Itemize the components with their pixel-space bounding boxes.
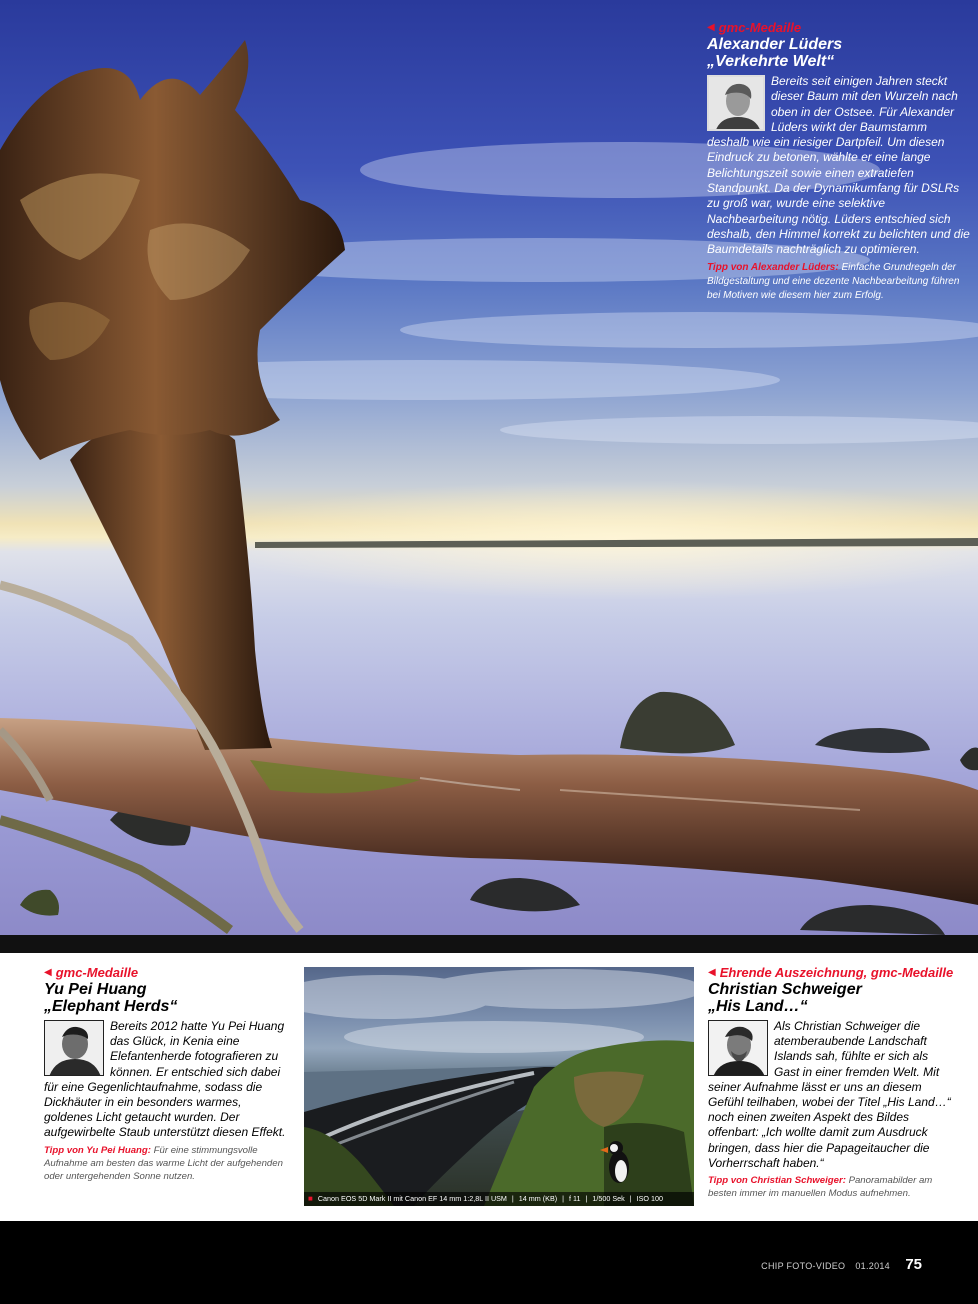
- award-body-text: Bereits seit einigen Jahren steckt dieser Baum mit den Wurzeln nach oben in der Ostsee. Für Alexander Lüders wirkt der Baumstamm deshalb wie ein riesiger Dartpfeil. Um diesen Eindruck zu betonen, wählte er eine lange Belichtungszeit sowie einen extratiefen Standpunkt. Da der Dynamikumfang für DSLRs zu groß war, wurde eine selektive Nachbearbeitung nötig. Lüders entschied sich deshalb, den Himmel korrekt zu belichten und die Baumdetails nachträglich zu optimieren.: [707, 74, 970, 257]
- page-number: 75: [905, 1256, 922, 1273]
- photographer-portrait: [707, 75, 765, 131]
- triangle-left-icon: ◀: [44, 966, 52, 978]
- photographer-tip: [707, 261, 970, 303]
- award-body: [44, 1019, 288, 1141]
- person-portrait-icon: [709, 1021, 768, 1076]
- bottom-strip: [0, 953, 978, 1221]
- award-label: [44, 965, 288, 980]
- tip-heading: Tipp von Yu Pei Huang:: [44, 1144, 151, 1156]
- person-portrait-icon: [709, 77, 765, 131]
- exif-iso: ISO 100: [636, 1194, 663, 1203]
- award-body: [708, 1019, 954, 1171]
- photographer-tip: [708, 1174, 954, 1200]
- award-label: [707, 20, 970, 35]
- tip-heading: Tipp von Christian Schweiger:: [708, 1175, 846, 1187]
- tip-text: Panoramabilder am besten immer im manuellen Modus aufnehmen.: [708, 1175, 933, 1200]
- exif-aperture: f 11: [569, 1194, 581, 1203]
- award-body-text: Als Christian Schweiger die atemberaubende Landschaft Islands sah, fühlte er sich als Gast in einer fremden Welt. Mit seiner Aufnahme lässt er uns an diesem Gefühl teilhaben, wobei der Titel „His Land…“ noch einen zweiten Aspekt des Bildes offenbart: „Ich wollte damit zum Ausdruck bringen, dass hier die Papageitaucher die Vorherrschaft haben.“: [708, 1019, 951, 1170]
- photo-title: „Elephant Herds“: [44, 998, 178, 1015]
- puffin-landscape-photo: [304, 967, 694, 1206]
- exif-camera: Canon EOS 5D Mark II mit Canon EF 14 mm 1:2,8L II USM: [317, 1194, 507, 1203]
- award-label-text: gmc-Medaille: [55, 965, 139, 980]
- photographer-name: Alexander Lüders: [707, 36, 843, 53]
- photographer-tip: [44, 1144, 288, 1183]
- exif-shutter: 1/500 Sek: [592, 1194, 625, 1203]
- triangle-left-icon: ◀: [707, 21, 715, 33]
- footer-text: [761, 1261, 890, 1271]
- puffin-landscape-art: [304, 967, 694, 1206]
- exif-divider: |: [562, 1194, 565, 1203]
- award-label: [708, 965, 954, 980]
- photographer-name: Yu Pei Huang: [44, 981, 147, 998]
- photographer-portrait: [708, 1020, 768, 1076]
- photographer-portrait: [44, 1020, 104, 1076]
- magazine-name: CHIP FOTO-VIDEO: [761, 1261, 846, 1271]
- award-body-text: Bereits 2012 hatte Yu Pei Huang das Glück, in Kenia eine Elefantenherde fotografieren zu können. Er entschied sich dabei für eine Gegenlichtaufnahme, sodass die Dickhäuter in ein besonders warmes, goldenes Licht getaucht wurden. Der aufgewirbelte Staub unterstützt diesen Effekt.: [44, 1019, 286, 1140]
- photo-title: „Verkehrte Welt“: [707, 53, 835, 70]
- camera-icon: ■: [308, 1194, 313, 1203]
- award-body: [707, 74, 970, 258]
- exif-bar: [304, 1192, 694, 1206]
- exif-divider: |: [585, 1194, 588, 1203]
- triangle-left-icon: ◀: [708, 966, 716, 978]
- photo-title: „His Land…“: [708, 998, 808, 1015]
- exif-divider: |: [629, 1194, 632, 1203]
- left-award-column: [44, 965, 288, 1183]
- hero-award-box: [698, 14, 978, 368]
- exif-focal: 14 mm (KB): [518, 1194, 558, 1203]
- exif-divider: |: [511, 1194, 514, 1203]
- issue-number: 01.2014: [855, 1261, 890, 1271]
- tip-text: Einfache Grundregeln der Bildgestaltung und eine dezente Nachbearbeitung führen bei Motiven wie diesem hier zum Erfolg.: [707, 261, 960, 301]
- award-label-text: gmc-Medaille: [718, 20, 802, 35]
- photographer-name: Christian Schweiger: [708, 981, 862, 998]
- tip-heading: Tipp von Alexander Lüders:: [707, 261, 839, 273]
- tip-text: Für eine stimmungsvolle Aufnahme am besten das warme Licht der aufgehenden oder untergehenden Sonne nutzen.: [44, 1144, 283, 1182]
- person-portrait-icon: [45, 1021, 104, 1076]
- award-label-text: Ehrende Auszeichnung, gmc-Medaille: [719, 965, 954, 980]
- right-award-column: [708, 965, 954, 1200]
- page-footer: [0, 1221, 978, 1304]
- hero-bottom-bar: [0, 935, 978, 953]
